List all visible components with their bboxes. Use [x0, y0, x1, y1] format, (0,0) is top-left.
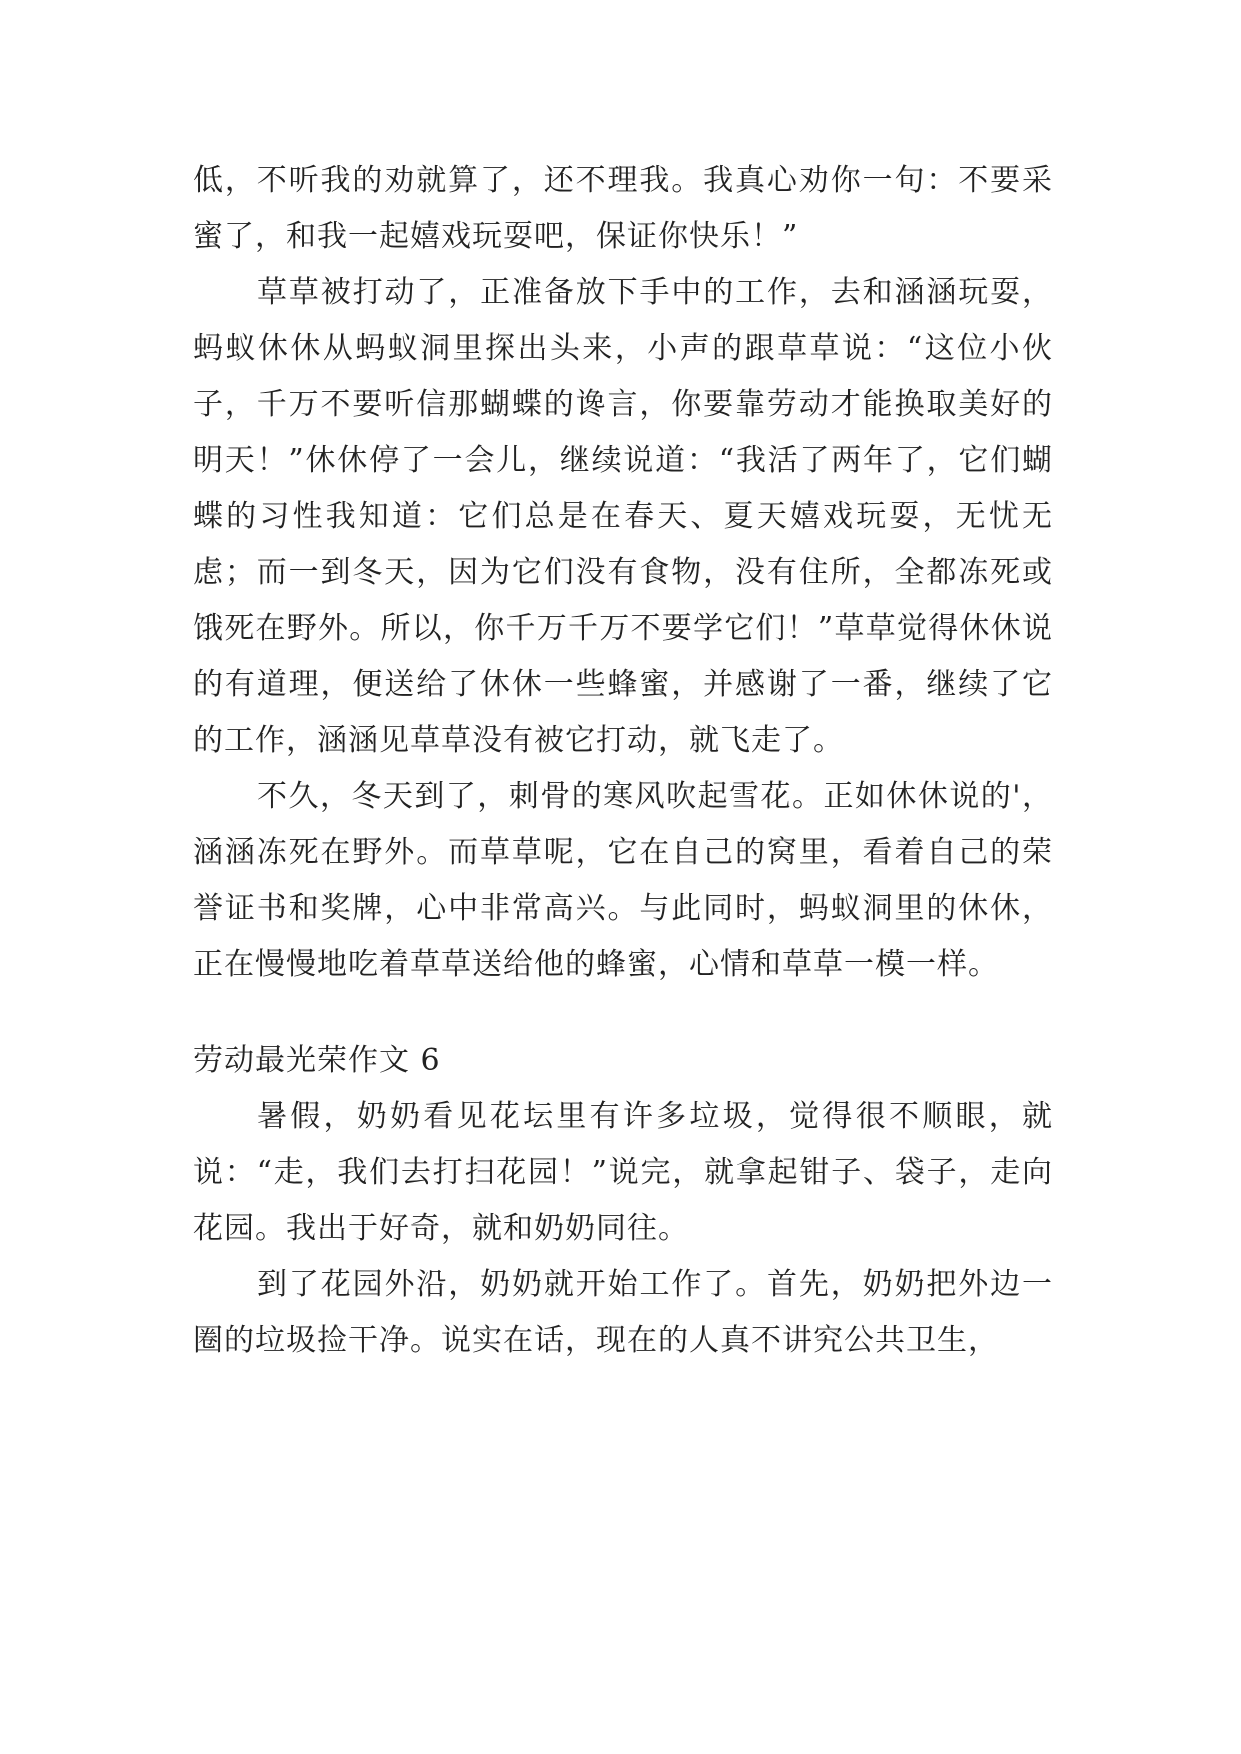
paragraph: 不久，冬天到了，刺骨的寒风吹起雪花。正如休休说的'，涵涵冻死在野外。而草草呢，它在自己的窝里，看着自己的荣誉证书和奖牌，心中非常高兴。与此同时，蚂蚁洞里的休休，正在慢慢地吃着草草送给他的蜂蜜，心情和草草一模一样。 [193, 779, 1053, 982]
paragraph: 到了花园外沿，奶奶就开始工作了。首先，奶奶把外边一圈的垃圾捡干净。说实在话，现在的人真不讲究公共卫生， [193, 1267, 1053, 1358]
section-title: 劳动最光荣作文 6 [193, 1043, 441, 1078]
document-body [193, 153, 1053, 1369]
paragraph: 暑假，奶奶看见花坛里有许多垃圾，觉得很不顺眼，就说：“走，我们去打扫花园！”说完，就拿起钳子、袋子，走向花园。我出于好奇，就和奶奶同往。 [193, 1099, 1053, 1246]
paragraph: 草草被打动了，正准备放下手中的工作，去和涵涵玩耍，蚂蚁休休从蚂蚁洞里探出头来，小声的跟草草说：“这位小伙子，千万不要听信那蝴蝶的谗言，你要靠劳动才能换取美好的明天！”休休停了一会儿，继续说道：“我活了两年了，它们蝴蝶的习性我知道：它们总是在春天、夏天嬉戏玩耍，无忧无虑；而一到冬天，因为它们没有食物，没有住所，全都冻死或饿死在野外。所以，你千万千万不要学它们！”草草觉得休休说的有道理，便送给了休休一些蜂蜜，并感谢了一番，继续了它的工作，涵涵见草草没有被它打动，就飞走了。 [193, 275, 1053, 758]
paragraph-continued: 低，不听我的劝就算了，还不理我。我真心劝你一句：不要采蜜了，和我一起嬉戏玩耍吧，保证你快乐！” [193, 163, 1053, 254]
